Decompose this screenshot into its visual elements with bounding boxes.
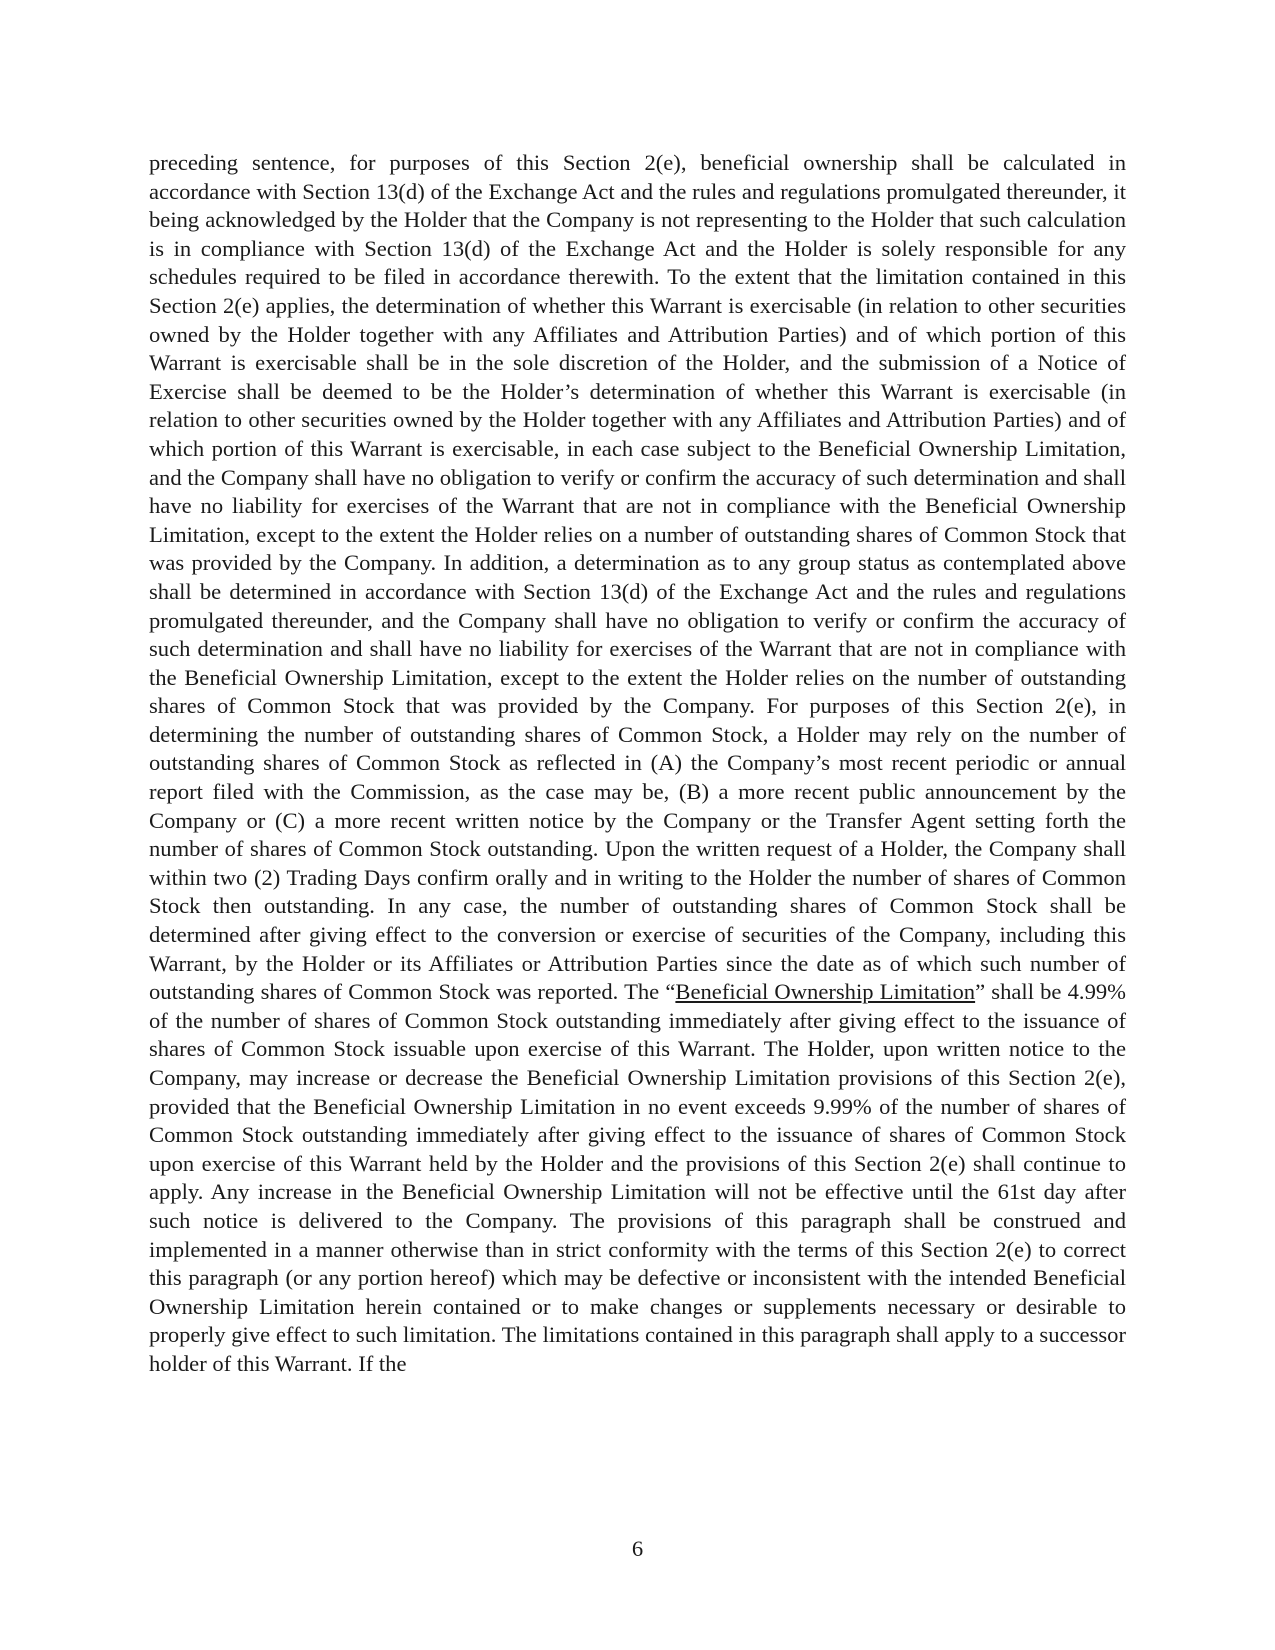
defined-term-beneficial-ownership-limitation: Beneficial Ownership Limitation xyxy=(675,979,976,1005)
body-paragraph xyxy=(149,149,1126,1379)
paragraph-text-before-defined-term: preceding sentence, for purposes of this Section 2(e), beneficial ownership shall be calculated in accordance with Section 13(d) of the Exchange Act and the rules and regulations promulgated thereunder, it being acknowledged by the Holder that the Company is not representing to the Holder that such calculation is in compliance with Section 13(d) of the Exchange Act and the Holder is solely responsible for any schedules required to be filed in accordance therewith. To the extent that the limitation contained in this Section 2(e) applies, the determination of whether this Warrant is exercisable (in relation to other securities owned by the Holder together with any Affiliates and Attribution Parties) and of which portion of this Warrant is exercisable shall be in the sole discretion of the Holder, and the submission of a Notice of Exercise shall be deemed to be the Holder’s determination of whether this Warrant is exercisable (in relation to other securities owned by the Holder together with any Affiliates and Attribution Parties) and of which portion of this Warrant is exercisable, in each case subject to the Beneficial Ownership Limitation, and the Company shall have no obligation to verify or confirm the accuracy of such determination and shall have no liability for exercises of the Warrant that are not in compliance with the Beneficial Ownership Limitation, except to the extent the Holder relies on a number of outstanding shares of Common Stock that was provided by the Company. In addition, a determination as to any group status as contemplated above shall be determined in accordance with Section 13(d) of the Exchange Act and the rules and regulations promulgated thereunder, and the Company shall have no obligation to verify or confirm the accuracy of such determination and shall have no liability for exercises of the Warrant that are not in compliance with the Beneficial Ownership Limitation, except to the extent the Holder relies on the number of outstanding shares of Common Stock that was provided by the Company. For purposes of this Section 2(e), in determining the number of outstanding shares of Common Stock, a Holder may rely on the number of outstanding shares of Common Stock as reflected in (A) the Company’s most recent periodic or annual report filed with the Commission, as the case may be, (B) a more recent public announcement by the Company or (C) a more recent written notice by the Company or the Transfer Agent setting forth the number of shares of Common Stock outstanding. Upon the written request of a Holder, the Company shall within two (2) Trading Days confirm orally and in writing to the Holder the number of shares of Common Stock then outstanding. In any case, the number of outstanding shares of Common Stock shall be determined after giving effect to the conversion or exercise of securities of the Company, including this Warrant, by the Holder or its Affiliates or Attribution Parties since the date as of which such number of outstanding shares of Common Stock was reported. The “ xyxy=(149,150,1126,1005)
page-number: 6 xyxy=(631,1536,644,1561)
paragraph-text-after-defined-term: ” shall be 4.99% of the number of shares of Common Stock outstanding immediately after giving effect to the issuance of shares of Common Stock issuable upon exercise of this Warrant. The Holder, upon written notice to the Company, may increase or decrease the Beneficial Ownership Limitation provisions of this Section 2(e), provided that the Beneficial Ownership Limitation in no event exceeds 9.99% of the number of shares of Common Stock outstanding immediately after giving effect to the issuance of shares of Common Stock upon exercise of this Warrant held by the Holder and the provisions of this Section 2(e) shall continue to apply. Any increase in the Beneficial Ownership Limitation will not be effective until the 61st day after such notice is delivered to the Company. The provisions of this paragraph shall be construed and implemented in a manner otherwise than in strict conformity with the terms of this Section 2(e) to correct this paragraph (or any portion hereof) which may be defective or inconsistent with the intended Beneficial Ownership Limitation herein contained or to make changes or supplements necessary or desirable to properly give effect to such limitation. The limitations contained in this paragraph shall apply to a successor holder of this Warrant. If the xyxy=(149,979,1126,1376)
